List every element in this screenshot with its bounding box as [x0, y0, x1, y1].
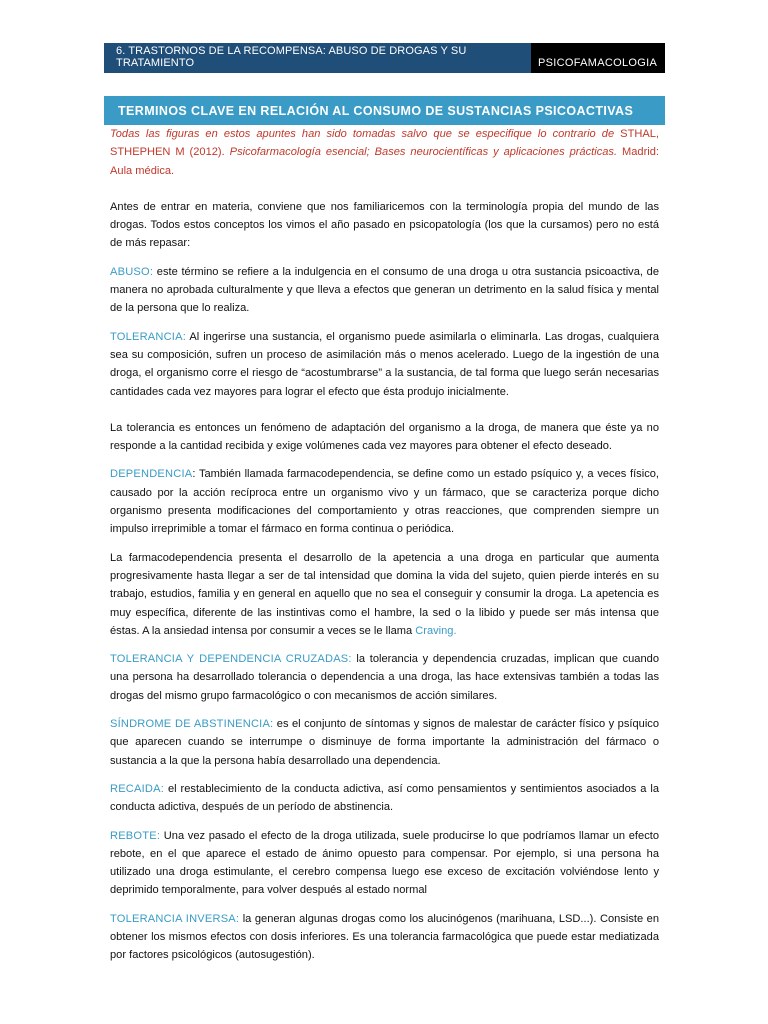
citation-intro: Todas las figuras en estos apuntes han sido tomadas salvo que se especifique lo contrario de [110, 128, 615, 140]
definition-recaida: el restablecimiento de la conducta adictiva, así como pensamientos y sentimientos asociados a la conducta adictiva, después de un período de abstinencia. [110, 782, 659, 814]
page-header [104, 43, 665, 73]
term-recaida: RECAIDA: [110, 782, 164, 795]
definition-abuso: este término se refiere a la indulgencia en el consumo de una droga u otra sustancia psicoactiva, de manera no aprobada culturalmente y que lleva a efectos que generan un detrimento en la salud física y mental de la persona que lo realiza. [110, 265, 659, 315]
paragraph-tolerancia [110, 328, 659, 401]
term-dependencia: DEPENDENCIA [110, 468, 193, 481]
term-tolerancia: TOLERANCIA: [110, 330, 186, 343]
document-body [110, 125, 659, 965]
paragraph-abuso [110, 263, 659, 318]
term-inversa: TOLERANCIA INVERSA: [110, 912, 240, 925]
citation-title: Psicofarmacología esencial; Bases neurocientíficas y aplicaciones prácticas. [224, 146, 618, 159]
subject-label: PSICOFAMACOLOGIA [531, 43, 665, 73]
definition-dependencia: : También llamada farmacodependencia, se define como un estado psíquico y, a veces físico, causado por la acción recíproca entre un organismo vivo y un fármaco, que se caracteriza porque dicho organismo presenta modificaciones del comportamiento y otras reacciones, que comprenden siempre un impulso irreprimible a tomar el fármaco en forma continua o periódica. [110, 468, 659, 536]
craving-term: Craving. [415, 624, 457, 637]
definition-inversa: la generan algunas drogas como los alucinógenos (marihuana, LSD...). Consiste en obtener los mismos efectos con dosis inferiores. Es una tolerancia farmacológica que puede estar mediatizada por factores psicológicos (autosugestión). [110, 912, 659, 962]
section-title: TERMINOS CLAVE EN RELACIÓN AL CONSUMO DE SUSTANCIAS PSICOACTIVAS [104, 96, 665, 125]
term-abstinencia: SÍNDROME DE ABSTINENCIA: [110, 718, 274, 731]
citation-author: STHAL, STHEPHEN M (2012). [110, 128, 660, 159]
citation [110, 125, 659, 180]
farmacodependencia-text: La farmacodependencia presenta el desarrollo de la apetencia a una droga en particular que aumenta progresivamente hasta llegar a ser de tal intensidad que domina la vida del sujeto, quien pierde interés en su trabajo, estudios, familia y en general en aquello que no sea el conseguir y consumir la droga. La apetencia es muy específica, diferente de las instintivas como el hambre, la sed o la libido y puede ser más intensa que éstas. A la ansiedad intensa por consumir a veces se le llama [110, 551, 659, 637]
paragraph-tolerancia-2: La tolerancia es entonces un fenómeno de adaptación del organismo a la droga, de manera que éste ya no responde a la cantidad recibida y exige volúmenes cada vez mayores para obtener el efecto deseado. [110, 421, 659, 453]
term-cruzadas: TOLERANCIA Y DEPENDENCIA CRUZADAS: [110, 653, 352, 666]
definition-abstinencia: es el conjunto de síntomas y signos de malestar de carácter físico y psíquico que aparecen cuando se interrumpe o disminuye de forma importante la administración del fármaco o sustancia a la que la persona había desarrollado una dependencia. [110, 718, 660, 767]
chapter-title: 6. TRASTORNOS DE LA RECOMPENSA: ABUSO DE DROGAS Y SU TRATAMIENTO [104, 43, 531, 73]
paragraph-recaida [110, 780, 659, 817]
paragraph-inversa [110, 910, 659, 965]
definition-cruzadas: la tolerancia y dependencia cruzadas, implican que cuando una persona ha desarrollado tolerancia o dependencia a una droga, las hace extensivas también a todas las drogas del mismo grupo farmacológico o con mecanismos de acción similares. [110, 653, 659, 702]
citation-publisher: Madrid: Aula médica. [110, 146, 659, 177]
definition-rebote: Una vez pasado el efecto de la droga utilizada, suele producirse lo que podríamos llamar un efecto rebote, en el que aparece el estado de ánimo opuesto para compensar. Por ejemplo, si una persona ha utilizado una droga estimulante, el cerebro compensa luego ese exceso de excitación volviéndose lento y deprimido temporalmente, para volver después al estado normal [110, 829, 659, 897]
paragraph-cruzadas [110, 650, 659, 705]
paragraph-abstinencia [110, 715, 659, 770]
definition-tolerancia: Al ingerirse una sustancia, el organismo puede asimilarla o eliminarla. Las drogas, cualquiera sea su composición, sufren un proceso de asimilación más o menos acelerado. Luego de la ingestión de una droga, el organismo corre el riesgo de “acostumbrarse” a la sustancia, de tal forma que luego serán necesarias cantidades cada vez mayores para lograr el efecto que ésta produjo inicialmente. [110, 330, 659, 398]
term-rebote: REBOTE: [110, 829, 161, 842]
paragraph-farmacodependencia [110, 549, 659, 640]
intro-paragraph: Antes de entrar en materia, conviene que nos familiaricemos con la terminología propia del mundo de las drogas. Todos estos conceptos los vimos el año pasado en psicopatología (los que la cursamos) pero no está de más repasar: [110, 200, 659, 250]
term-abuso: ABUSO: [110, 265, 154, 278]
paragraph-rebote [110, 827, 659, 900]
paragraph-dependencia [110, 465, 659, 538]
